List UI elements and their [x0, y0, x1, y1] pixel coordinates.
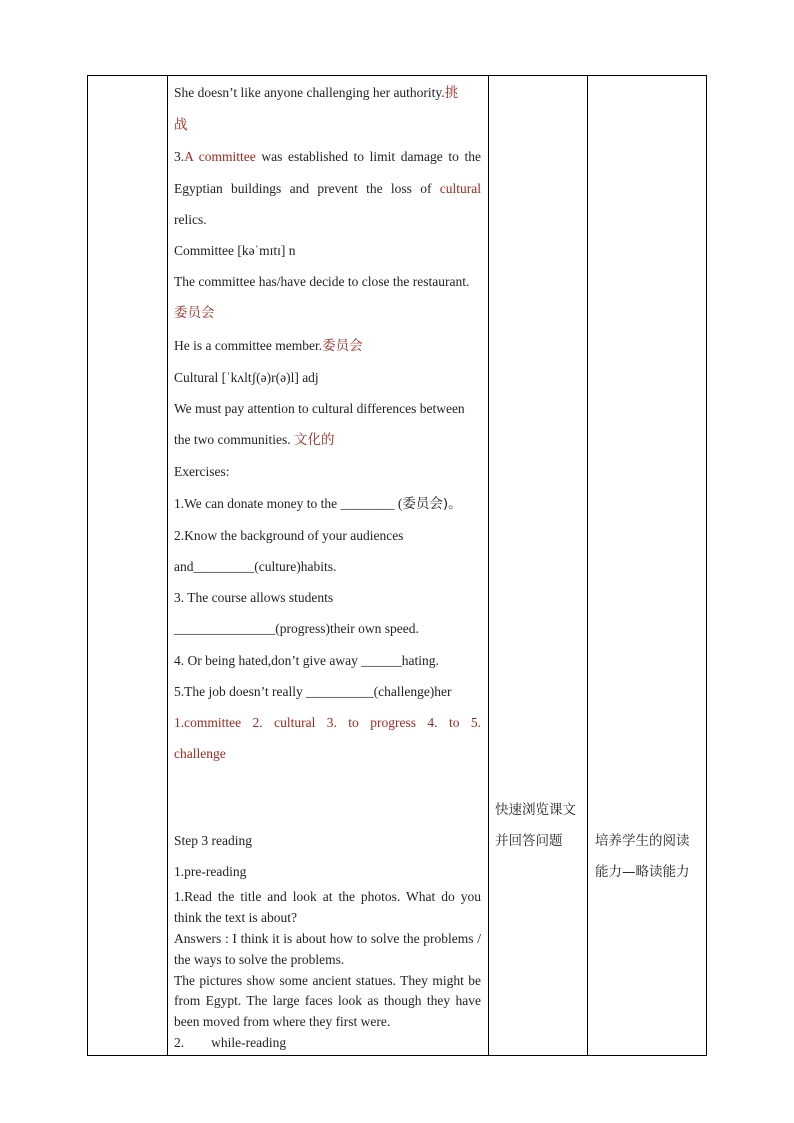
text-line: and_________(culture)habits.: [174, 559, 337, 575]
text-line: 委员会: [174, 305, 215, 322]
text-line: Egyptian buildings and prevent the loss of cultural: [174, 180, 481, 196]
text-line: 3.A committee was established to limit damage to the: [174, 149, 481, 165]
text-line: 3. The course allows students: [174, 590, 334, 606]
text-line: He is a committee member.委员会: [174, 337, 363, 354]
lesson-content: [174, 77, 481, 769]
text-line: the two communities. 文化的: [174, 432, 335, 449]
text-line: We must pay attention to cultural differences between: [174, 401, 465, 417]
text-line: 2. while-reading: [174, 1034, 287, 1050]
text-line: 4. Or being hated,don’t give away ______hating.: [174, 652, 439, 668]
text-line: _______________(progress)their own speed.: [174, 621, 419, 637]
activity-line: 快速浏览课文: [495, 802, 576, 818]
text-line: 5.The job doesn’t really __________(challenge)her: [174, 683, 452, 699]
column-divider-1: [167, 75, 168, 1055]
column-divider-3: [587, 75, 588, 1055]
teaching-purpose: [595, 826, 690, 888]
step-heading: Step 3 reading: [174, 833, 252, 848]
answer-line: 1.committee 2. cultural 3. to progress 4. to 5.: [174, 715, 481, 731]
reading-section: [174, 825, 481, 1054]
purpose-line: 能力—略读能力: [595, 864, 690, 880]
text-line: Exercises:: [174, 464, 230, 480]
text-line: 战: [174, 117, 188, 134]
text-line: Committee [kəˈmɪtɪ] n: [174, 243, 296, 259]
answer-line: challenge: [174, 746, 226, 762]
text-line: 1.We can donate money to the ________ (委员会)。: [174, 495, 462, 512]
text-paragraph: 1.Read the title and look at the photos. What do you think the text is about?: [174, 889, 481, 926]
student-activity: [495, 795, 576, 857]
text-line: relics.: [174, 211, 207, 227]
column-divider-2: [488, 75, 489, 1055]
text-paragraph: The pictures show some ancient statues. They might be from Egypt. The large faces look as though they have been moved from where they first were.: [174, 972, 481, 1030]
activity-line: 并回答问题: [495, 833, 563, 849]
text-paragraph: Answers : I think it is about how to solve the problems / the ways to solve the problems.: [174, 931, 481, 967]
text-line: The committee has/have decide to close the restaurant.: [174, 274, 470, 290]
text-line: 2.Know the background of your audiences: [174, 527, 404, 543]
text-line: She doesn’t like anyone challenging her authority.挑: [174, 85, 459, 101]
text-line: 1.pre-reading: [174, 864, 247, 880]
purpose-line: 培养学生的阅读: [595, 833, 690, 849]
text-line: Cultural [ˈkʌltʃ(ə)r(ə)l] adj: [174, 369, 319, 385]
